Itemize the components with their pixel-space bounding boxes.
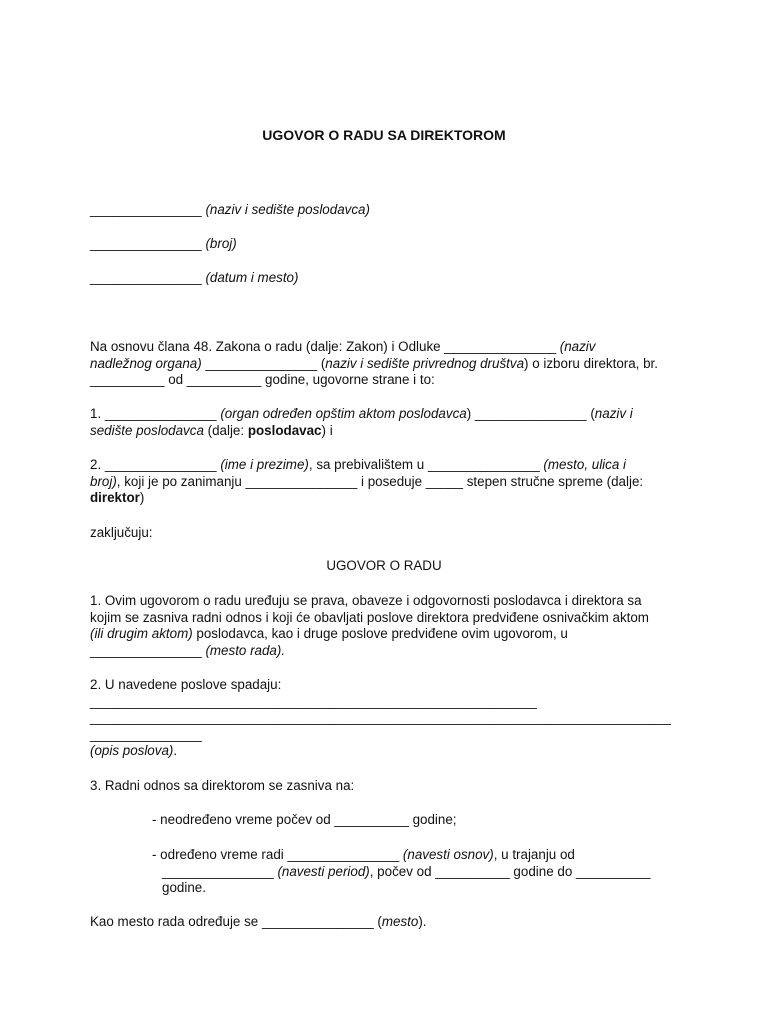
article-italic: (opis poslova) [90, 743, 174, 758]
intro-text: _______________ ( [201, 355, 326, 371]
party-text: (dalje: [203, 422, 248, 438]
article-text: . [173, 743, 178, 758]
option-indefinite: - neodređeno vreme počev od __________ godine; [152, 812, 457, 827]
article-text: ____________________________________________________________ [90, 693, 537, 709]
article-text: 1. Ovim ugovorom o radu uređuju se prava, obaveze i odgovornosti poslodavca i direktora sa [90, 593, 642, 608]
article-3-heading: 3. Radni odnos sa direktorom se zasniva na: [90, 778, 355, 793]
section-subtitle: UGOVOR O RADU [326, 558, 442, 573]
party-italic: sedište poslodavca [90, 422, 204, 438]
blank-field: _______________ [90, 270, 202, 285]
document-title: UGOVOR O RADU SA DIREKTOROM [262, 127, 506, 143]
option-italic: (navesti period) [277, 863, 370, 879]
option-definite [152, 847, 682, 897]
intro-text: __________ od __________ godine, ugovorne strane i to: [90, 372, 435, 387]
party-italic: (mesto, ulica i [543, 457, 626, 472]
intro-paragraph [90, 339, 680, 389]
intro-italic: nadležnog organa) [90, 355, 202, 371]
date-place-line [90, 270, 680, 287]
article-1 [90, 593, 680, 659]
place-text: Kao mesto rada određuje se _______________ ( [90, 914, 382, 929]
conclude-text: zaključuju: [90, 525, 153, 540]
option-italic: (navesti osnov) [402, 847, 494, 862]
field-label: (broj) [205, 236, 237, 251]
article-text: 2. U navedene poslove spadaju: [90, 677, 282, 692]
article-text: poslodavca, kao i druge poslove predviđene ovim ugovorom, u [192, 626, 568, 641]
blank-field: _______________ [90, 236, 202, 251]
article-text: kojim se zasniva radni odnos i koji će obavljati poslove direktora predviđene osnivačkim aktom [90, 609, 649, 625]
intro-italic: (naziv [559, 339, 596, 354]
employer-name-line [90, 202, 680, 219]
party-2-paragraph [90, 457, 680, 507]
party-text: ) _______________ ( [466, 406, 595, 421]
option-text: - određeno vreme radi _______________ [152, 847, 403, 862]
party-text: , sa prebivalištem u _______________ [308, 457, 544, 472]
party-text: 2. _______________ [90, 457, 221, 472]
party-1-paragraph [90, 406, 680, 439]
party-text: 1. _______________ [90, 406, 221, 421]
blank-field: _______________ [90, 202, 202, 217]
option-text: , u trajanju od [493, 847, 575, 862]
option-text: _______________ [162, 863, 278, 879]
party-italic: (ime i prezime) [220, 457, 309, 472]
number-line [90, 236, 680, 253]
intro-text: Na osnovu člana 48. Zakona o radu (dalje: Zakon) i Odluke _______________ [90, 339, 560, 354]
article-text: _______________ [90, 642, 206, 658]
party-italic: (organ određen opštim aktom poslodavca [220, 406, 467, 421]
article-italic: (mesto rada). [205, 642, 286, 658]
article-italic: (ili drugim aktom) [90, 626, 193, 641]
party-text: ) [139, 490, 145, 505]
intro-italic: naziv i sedište privrednog društva [325, 355, 525, 371]
party-italic: broj) [90, 473, 117, 489]
field-label: (datum i mesto) [205, 270, 299, 285]
option-text: , počev od __________ godine do __________ [369, 863, 651, 879]
article-2 [90, 677, 680, 760]
party-text: ) i [321, 422, 333, 438]
place-italic: mesto [381, 914, 419, 929]
party-bold: direktor [90, 490, 140, 505]
work-place-line [90, 914, 680, 931]
intro-text: ) o izboru direktora, br. [524, 355, 658, 371]
field-label: (naziv i sedište poslodavca) [205, 202, 370, 217]
article-text: _______________ [90, 726, 202, 742]
article-text: ______________________________________________________________________________ [90, 710, 671, 725]
place-text: ). [418, 914, 427, 929]
party-italic: naziv i [594, 406, 633, 421]
party-bold: poslodavac [247, 422, 322, 438]
option-text: godine. [162, 880, 206, 895]
party-text: , koji je po zanimanju _______________ i poseduje _____ stepen stručne spreme (dalje: [116, 473, 644, 489]
